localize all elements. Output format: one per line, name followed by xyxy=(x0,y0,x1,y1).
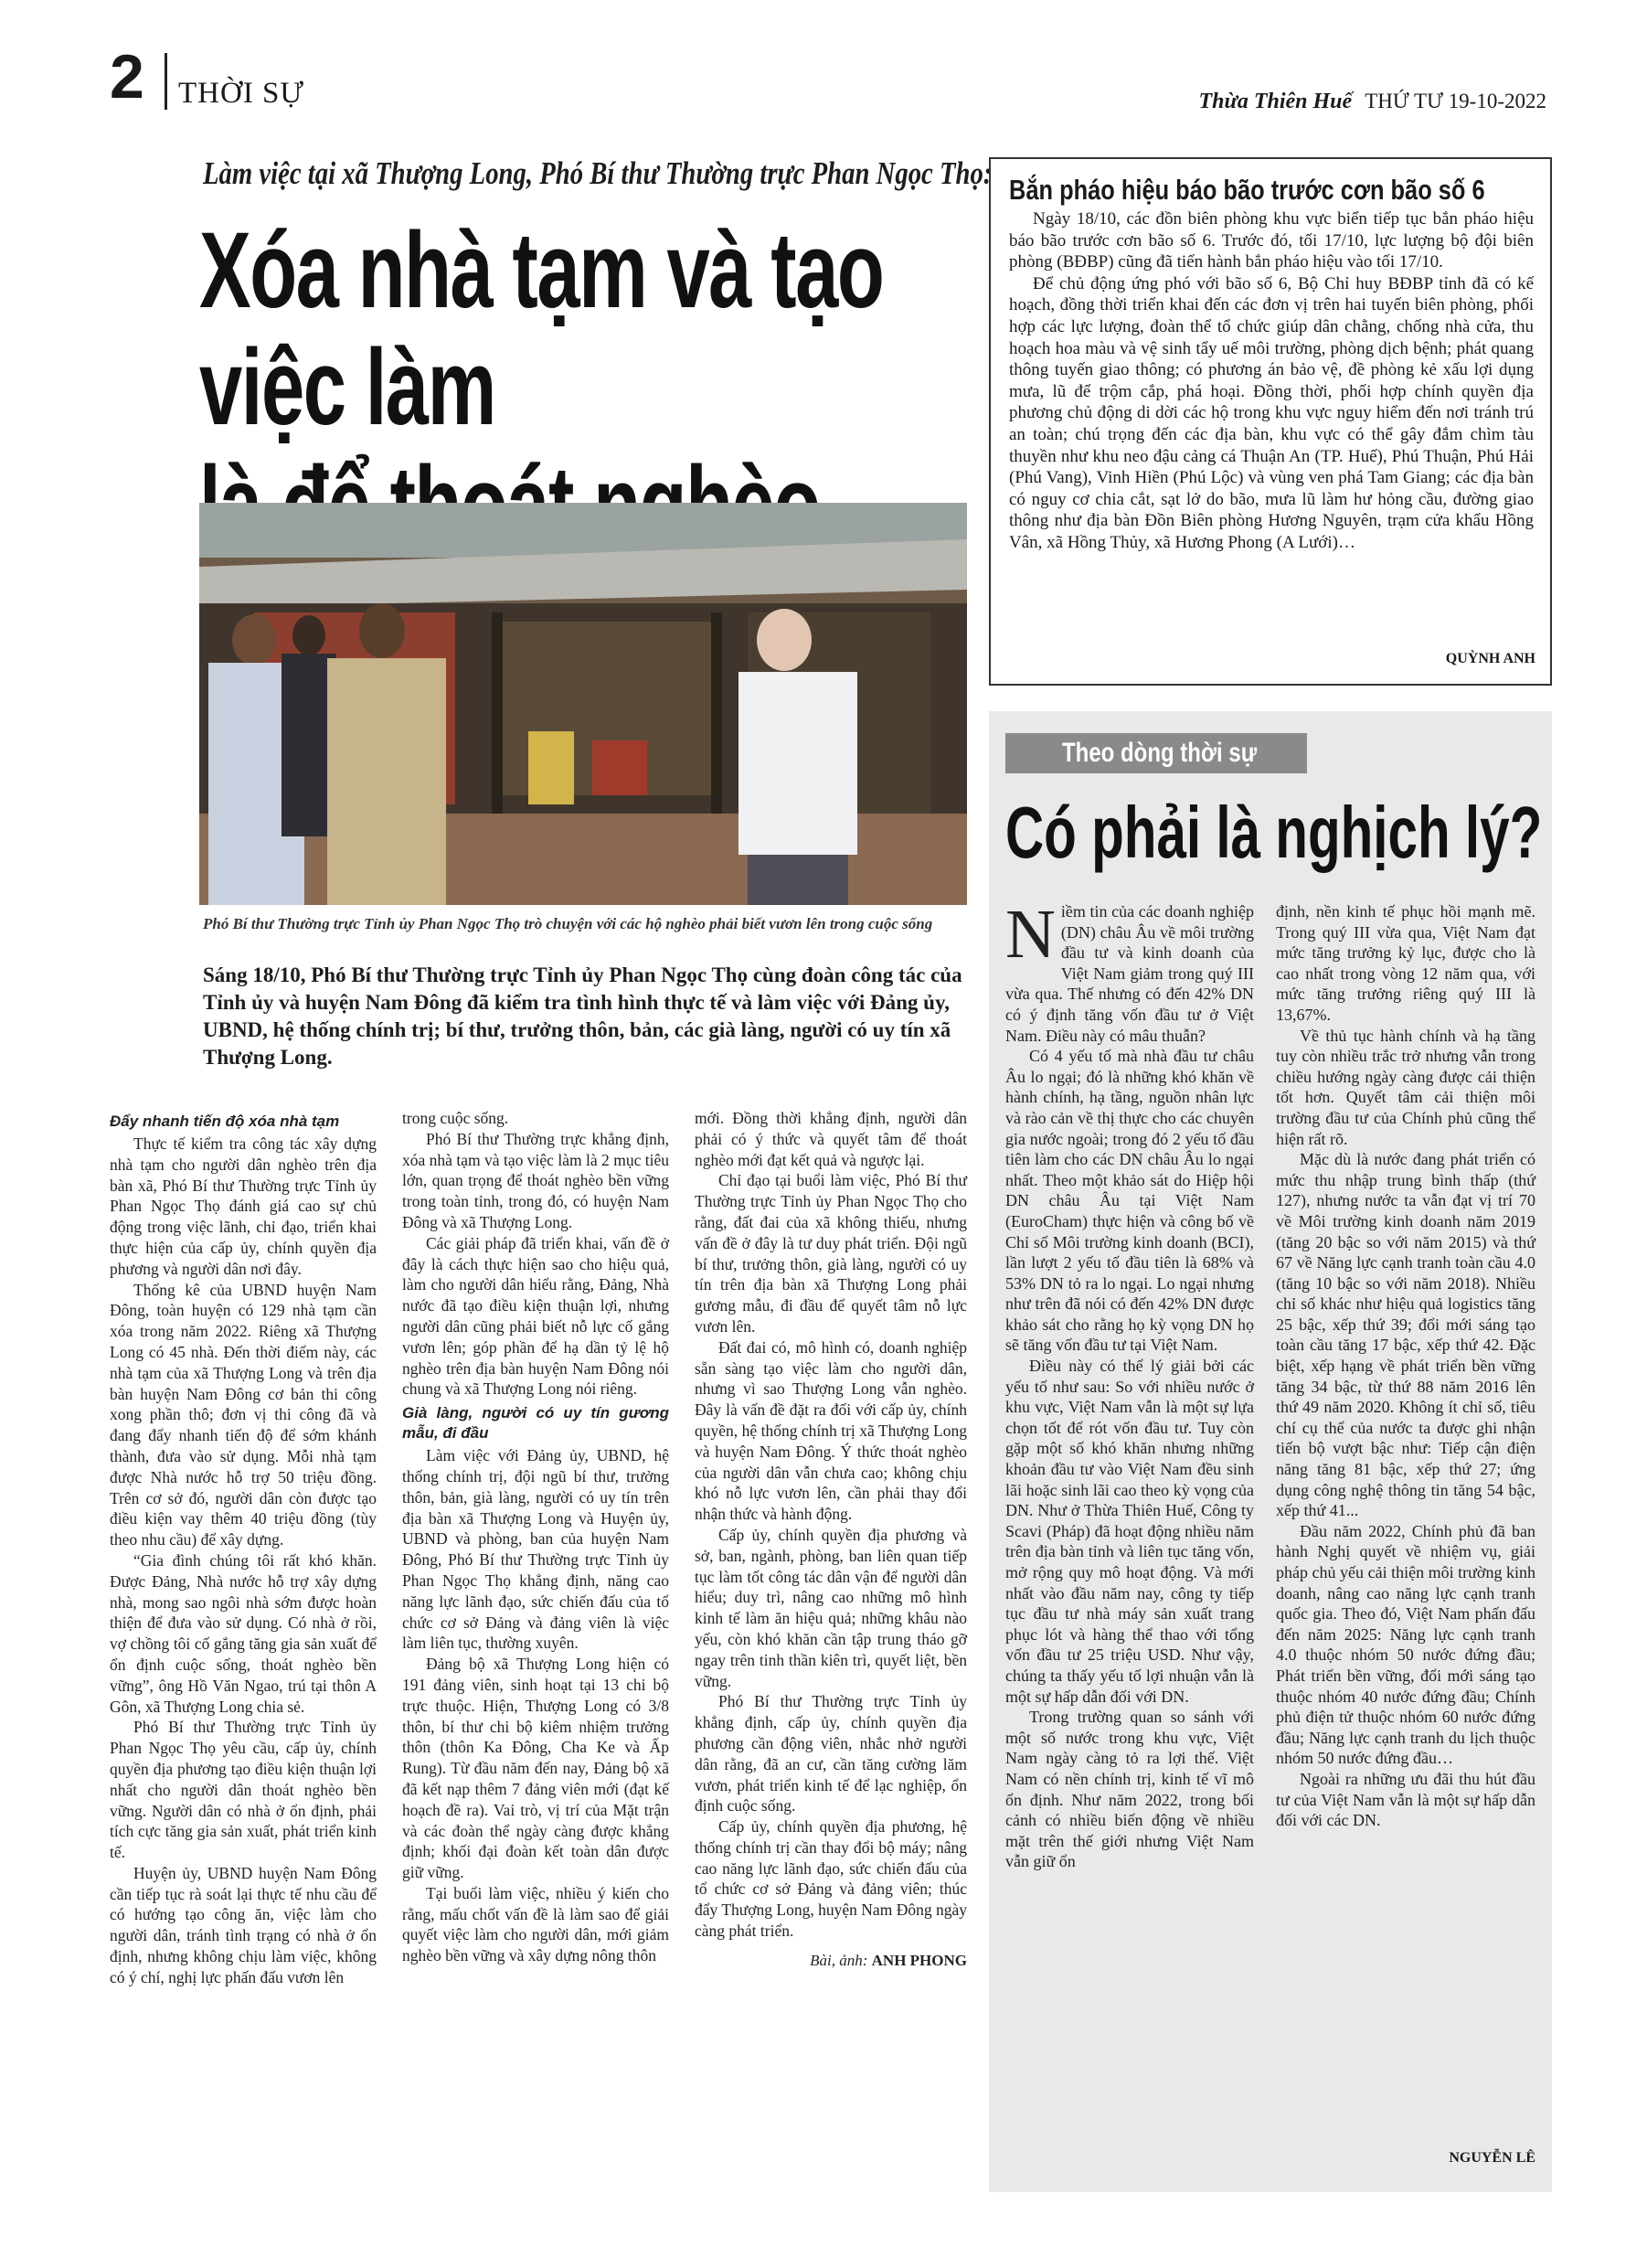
issue-date: THỨ TƯ 19-10-2022 xyxy=(1365,90,1546,112)
commentary-author: NGUYỄN LÊ xyxy=(1449,2150,1535,2166)
paragraph: Cấp ủy, chính quyền địa phương và sở, ban, ngành, phòng, ban liên quan tiếp tục làm tốt công tác dân vận để người dân hiểu; duy trì, nâng cao những mô hình kinh tế làm ăn hiệu quả; những khâu nào yếu, còn khó khăn cần tập trung tháo gỡ ngay trên tinh thần kiên trì, quyết liệt, bền vững. xyxy=(695,1525,967,1690)
paragraph: Các giải pháp đã triển khai, vấn đề ở đây là cách thực hiện sao cho hiệu quả, làm cho người dân hiểu rằng, Đảng, Nhà nước đã tạo điều kiện thuận lợi, nhưng người dân cũng phải biết nỗ lực cố gắng vươn lên; góp phần để hạ dần tỷ lệ hộ nghèo trên địa bàn huyện Nam Đông nói chung và xã Thượng Long nói riêng. xyxy=(402,1233,669,1399)
paragraph: Huyện ủy, UBND huyện Nam Đông cần tiếp tục rà soát lại thực tế nhu cầu để có hướng tạo công ăn, việc làm cho người dân, tránh tình trạng có nhà ở ổn định, nhưng không chịu làm việc, không có ý chí, nghị lực phấn đấu vươn lên xyxy=(110,1863,377,1986)
paragraph: Đảng bộ xã Thượng Long hiện có 191 đảng viên, sinh hoạt tại 13 chi bộ trực thuộc. Hiện, Thượng Long có 3/8 thôn, bí thư chi bộ kiêm nhiệm trưởng thôn (thôn Ka Đông, Cha Ke và Ấp Rung). Từ đầu năm đến nay, Đảng bộ xã đã kết nạp thêm 7 đảng viên mới (đạt kế hoạch đề ra). Vai trò, vị trí của Mặt trận và các đoàn thể ngày càng được khẳng định; khối đại đoàn kết toàn dân được giữ vững. xyxy=(402,1655,669,1882)
paragraph: Thực tế kiểm tra công tác xây dựng nhà tạm cho người dân nghèo trên địa bàn xã, Phó Bí thư Thường trực Tỉnh ủy Phan Ngọc Thọ đánh giá cao sự chủ động trong việc lãnh, chỉ đạo, triển khai thực hiện của cấp ủy, chính quyền địa phương và người dân nơi đây. xyxy=(110,1134,377,1278)
paragraph-text: iềm tin của các doanh nghiệp (DN) châu Âu về môi trường đầu tư và kinh doanh của Việt Nam giảm trong quý III vừa qua. Thế nhưng có đến 42% DN có ý định tăng vốn đầu tư ở Việt Nam. Điều này có mâu thuẫn? xyxy=(1005,902,1254,1045)
article-column-3 xyxy=(695,1108,967,1972)
photo-illustration xyxy=(199,503,967,905)
box-title: Bắn pháo hiệu báo bão trước cơn bão số 6 xyxy=(1009,174,1485,206)
article-byline xyxy=(695,1951,967,1972)
page-number: 2 xyxy=(110,42,144,112)
paragraph: Chỉ đạo tại buổi làm việc, Phó Bí thư Thường trực Tỉnh ủy Phan Ngọc Thọ cho rằng, đất đai của xã không thiếu, nhưng vấn đề ở đây là tư duy phát triển. Đội ngũ bí thư, trưởng thôn, già làng, người có uy tín trên địa bàn xã Thượng Long phải gương mẫu, đi đầu để quyết tâm nỗ lực vươn lên. xyxy=(695,1171,967,1336)
commentary-column-2 xyxy=(1276,901,1535,1831)
paragraph: Cấp ủy, chính quyền địa phương, hệ thống chính trị cần thay đổi bộ máy; nâng cao năng lực lãnh đạo, sức chiến đấu của tổ chức cơ sở Đảng và đảng viên; thúc đẩy Thượng Long, huyện Nam Đông ngày càng phát triển. xyxy=(695,1817,967,1941)
article-kicker: Làm việc tại xã Thượng Long, Phó Bí thư Thường trực Phan Ngọc Thọ: xyxy=(203,155,993,191)
subheading: Già làng, người có uy tín gương mẫu, đi đầu xyxy=(402,1404,669,1443)
article-lead: Sáng 18/10, Phó Bí thư Thường trực Tỉnh ủy Phan Ngọc Thọ cùng đoàn công tác của Tỉnh ủy và huyện Nam Đông đã kiểm tra tình hình thực tế và làm việc với Đảng ủy, UBND, hệ thống chính trị; bí thư, trưởng thôn, bản, các già làng, người có uy tín xã Thượng Long. xyxy=(203,964,962,1069)
dropcap: N xyxy=(1005,896,1056,973)
paragraph: Phó Bí thư Thường trực Tỉnh ủy khẳng định, cấp ủy, chính quyền địa phương cần động viên, nhắc nhở người dân rằng, đã an cư, cần tăng cường lăm vươn, phát triển kinh tế để lạc nghiệp, ổn định cuộc sống. xyxy=(695,1692,967,1815)
paragraph: mới. Đồng thời khẳng định, người dân phải có ý thức và quyết tâm để thoát nghèo mới đạt kết quả và ngược lại. xyxy=(695,1109,967,1169)
article-column-1 xyxy=(110,1108,377,1988)
paragraph: Trong trường quan so sánh với một số nước trong khu vực, Việt Nam ngày càng tỏ ra lợi thế. Việt Nam có nền chính trị, kinh tế vĩ mô ổn định. Như năm 2022, trong bối cảnh có nhiều biến động về nhiều mặt trên thế giới nhưng Việt Nam vẫn giữ ổn xyxy=(1005,1708,1254,1871)
paragraph xyxy=(1005,896,1254,1046)
paragraph: Làm việc với Đảng ủy, UBND, hệ thống chính trị, đội ngũ bí thư, trưởng thôn, bản, già làng, người có uy tín trên địa bàn xã Thượng Long và Huyện ủy, UBND và phòng, ban của huyện Nam Đông, Phó Bí thư Thường trực Tỉnh ủy Phan Ngọc Thọ khẳng định, năng cao năng lực lãnh đạo, sức chiến đấu của tổ chức cơ sở Đảng và đảng viên là việc làm liên tục, thường xuyên. xyxy=(402,1446,669,1653)
publication-name: Thừa Thiên Huế xyxy=(1198,90,1353,113)
headline-line-1: Xóa nhà tạm và tạo việc làm xyxy=(199,210,884,448)
paragraph: trong cuộc sống. xyxy=(402,1109,509,1127)
commentary-tag xyxy=(1005,733,1307,773)
section-name: THỜI SỰ xyxy=(178,77,305,110)
commentary-headline: Có phải là nghịch lý? xyxy=(1005,792,1543,873)
header-right xyxy=(1198,90,1546,114)
photo-caption: Phó Bí thư Thường trực Tỉnh ủy Phan Ngọc Thọ trò chuyện với các hộ nghèo phải biết vươn lên trong cuộc sống xyxy=(203,915,933,932)
header-divider xyxy=(165,53,167,110)
paragraph: “Gia đình chúng tôi rất khó khăn. Được Đảng, Nhà nước hỗ trợ xây dựng nhà, mong sao ngôi nhà sớm được hoàn thiện để đưa vào sử dụng. Có nhà ở rồi, vợ chồng tôi cố gắng tăng gia sản xuất để ổn định cuộc sống, thoát nghèo bền vững”, ông Hồ Văn Ngao, trú tại thôn A Gôn, xã Thượng Long chia sẻ. xyxy=(110,1550,377,1716)
paragraph: Phó Bí thư Thường trực Tỉnh ủy Phan Ngọc Thọ yêu cầu, cấp ủy, chính quyền địa phương tạo điều kiện thuận lợi nhất cho người dân thoát nghèo bền vững. Người dân có nhà ở ổn định, phải tích cực tăng gia sản xuất, phát triển kinh tế. xyxy=(110,1718,377,1862)
box-author: QUỲNH ANH xyxy=(1445,651,1535,666)
paragraph: Đầu năm 2022, Chính phủ đã ban hành Nghị quyết về nhiệm vụ, giải pháp chủ yếu cải thiện môi trường kinh doanh, nâng cao năng lực cạnh tranh quốc gia. Theo đó, Việt Nam phấn đấu đến năm 2025: Năng lực cạnh tranh 4.0 thuộc nhóm 50 nước đứng đầu; Phát triển bền vững, đổi mới sáng tạo thuộc nhóm 40 nước đứng đầu; Chính phủ điện tử thuộc nhóm 60 nước đứng đầu; Năng lực cạnh tranh du lịch thuộc nhóm 50 nước đứng đầu… xyxy=(1276,1521,1535,1768)
paragraph: Để chủ động ứng phó với bão số 6, Bộ Chỉ huy BĐBP tỉnh đã có kế hoạch, đồng thời triển khai đến các đơn vị trên hai tuyến biên phòng, phối hợp các lực lượng, đoàn thể tổ chức giúp dân chằng, chống nhà cửa, thu hoạch hoa màu và vệ sinh tẩy uế môi trường, phòng dịch bệnh; phát quang thông tuyến giao thông; có phương án bảo vệ, đề phòng kẻ xấu lợi dụng mưa, lũ để trộm cắp, phá hoại. Đồng thời, phối hợp chính quyền địa phương chủ động di dời các hộ trong khu vực nguy hiểm đến nơi tránh trú an toàn; chú trọng đến các địa bàn, khu vực có thể gây đắm chìm tàu thuyền như khu neo đậu cảng cá Thuận An (TP. Huế), Phú Thuận, Phú Hải (Phú Vang), Vinh Hiền (Phú Lộc) và vùng ven phá Tam Giang; các địa bàn có nguy cơ chia cắt, sạt lở do bão, mưa lũ làm hư hỏng cầu, đường giao thông như địa bàn Đồn Biên phòng Hương Nguyên, trạm cửa khẩu Hồng Vân, xã Hồng Thủy, xã Hương Phong (A Lưới)… xyxy=(1009,273,1534,552)
subheading: Đẩy nhanh tiến độ xóa nhà tạm xyxy=(110,1113,340,1130)
paragraph: định, nền kinh tế phục hồi mạnh mẽ. Trong quý III vừa qua, Việt Nam đạt mức tăng trưởng kỷ lục, được cho là cao nhất trong vòng 12 năm qua, với mức tăng trưởng riêng quý III là 13,67%. xyxy=(1276,902,1535,1024)
paragraph: Điều này có thể lý giải bởi các yếu tố như sau: So với nhiều nước ở khu vực, Việt Nam vẫn là một sự lựa chọn tốt để rót vốn đầu tư. Tuy còn gặp một số khó khăn nhưng những khoản đầu tư vào Việt Nam đều sinh lãi hoặc sinh lãi cao theo kỳ vọng của DN. Như ở Thừa Thiên Huế, Công ty Scavi (Pháp) đã hoạt động nhiều năm trên địa bàn tỉnh và liên tục tăng vốn, mở rộng quy mô hoạt động. Và mới nhất vào đầu năm nay, công ty tiếp tục đầu tư nhà máy sản xuất trang phục lót và hàng thể thao với tổng vốn đầu tư 25 triệu USD. Như vậy, chúng ta thấy yếu tố lợi nhuận vẫn là một sự hấp dẫn đối với DN. xyxy=(1005,1357,1254,1706)
commentary-tag-label: Theo dòng thời sự xyxy=(1062,738,1258,768)
article-column-2 xyxy=(402,1108,669,1966)
paragraph: Mặc dù là nước đang phát triển có mức thu nhập trung bình thấp (thứ 127), nhưng nước ta vẫn đạt vị trí 70 về Môi trường kinh doanh năm 2019 (tăng 20 bậc so với năm 2015) và thứ 67 về Năng lực cạnh tranh toàn cầu 4.0 (tăng 10 bậc so với năm 2018). Nhiều chỉ số khác như hiệu quả logistics tăng 25 bậc, xếp thứ 39; đổi mới sáng tạo toàn cầu tăng 17 bậc, xếp thứ 42. Đặc biệt, xếp hạng về phát triển bền vững tăng 34 bậc, từ thứ 88 năm 2016 lên thứ 49 năm 2020. Không ít chỉ số, tiêu chí cụ thể của nước ta được ghi nhận tiến bộ vượt bậc như: Tiếp cận điện năng tăng 81 bậc, xếp thứ 27; ứng dụng công nghệ thông tin tăng 54 bậc, xếp thứ 41... xyxy=(1276,1150,1535,1520)
paragraph: Có 4 yếu tố mà nhà đầu tư châu Âu lo ngại; đó là những khó khăn về hành chính, hạ tầng, nguồn nhân lực và rào cản về thị thực cho các chuyên gia nước ngoài; trong đó 2 yếu tố đầu tiên làm cho các DN châu Âu lo ngại nhất. Theo một khảo sát do Hiệp hội DN châu Âu tại Việt Nam (EuroCham) thực hiện và công bố về Chỉ số Môi trường kinh doanh (BCI), lần lượt 2 yếu tố đầu tiên là 68% và 53% DN tỏ ra lo ngại. Lo ngại nhưng như trên đã nói có đến 42% DN được khảo sát cho rằng họ kỳ vọng DN họ sẽ tăng vốn đầu tư tại Việt Nam. xyxy=(1005,1047,1254,1355)
paragraph: Ngoài ra những ưu đãi thu hút đầu tư của Việt Nam vẫn là một sự hấp dẫn đối với các DN. xyxy=(1276,1769,1535,1830)
byline-author: ANH PHONG xyxy=(871,1951,967,1969)
paragraph: Đất đai có, mô hình có, doanh nghiệp sẵn sàng tạo việc làm cho người dân, nhưng vì sao Thượng Long vẫn nghèo. Đây là vấn đề đặt ra đối với cấp ủy, chính quyền, hệ thống chính trị xã Thượng Long và huyện Nam Đông. Ý thức thoát nghèo của người dân vẫn chưa cao; không chịu khó nỗ lực vươn lên, cần phải thay đổi nhận thức và hành động. xyxy=(695,1337,967,1524)
paragraph: Ngày 18/10, các đồn biên phòng khu vực biển tiếp tục bắn pháo hiệu báo bão trước cơn bão số 6. Trước đó, tối 17/10, lực lượng bộ đội biên phòng (BĐBP) cũng đã tiến hành bắn pháo hiệu vào tối 17/10. xyxy=(1009,209,1534,272)
paragraph: Tại buổi làm việc, nhiều ý kiến cho rằng, mấu chốt vấn đề là làm sao để giải quyết việc làm cho người dân, mới giảm nghèo bền vững và xây dựng nông thôn xyxy=(402,1883,669,1965)
paragraph: Thống kê của UBND huyện Nam Đông, toàn huyện có 129 nhà tạm cần xóa trong năm 2022. Riêng xã Thượng Long có 45 nhà. Đến thời điểm này, các nhà tạm của xã Thượng Long và trên địa bàn huyện Nam Đông cơ bản thi công xong phần thô; đơn vị thi công đã và đang đẩy nhanh tiến độ để sớm khánh thành, đưa vào sử dụng. Mỗi nhà tạm được Nhà nước hỗ trợ 50 triệu đồng. Trên cơ sở đó, người dân còn được tạo điều kiện vay thêm 40 triệu đồng (tùy theo nhu cầu) để xây dựng. xyxy=(110,1280,377,1549)
byline-prefix: Bài, ảnh: xyxy=(810,1951,868,1969)
paragraph: Phó Bí thư Thường trực khẳng định, xóa nhà tạm và tạo việc làm là 2 mục tiêu lớn, quan trọng để thoát nghèo bền vững trong toàn tỉnh, trong đó, có huyện Nam Đông và xã Thượng Long. xyxy=(402,1129,669,1231)
box-body xyxy=(1009,208,1534,554)
paragraph: Về thủ tục hành chính và hạ tầng tuy còn nhiều trắc trở nhưng vẫn trong chiều hướng ngày càng được cải thiện tốt hơn. Quyết tâm cải thiện môi trường đầu tư của Chính phủ cũng thể hiện rất rõ. xyxy=(1276,1026,1535,1148)
article-photo xyxy=(199,503,967,905)
commentary-column-1 xyxy=(1005,896,1254,1872)
